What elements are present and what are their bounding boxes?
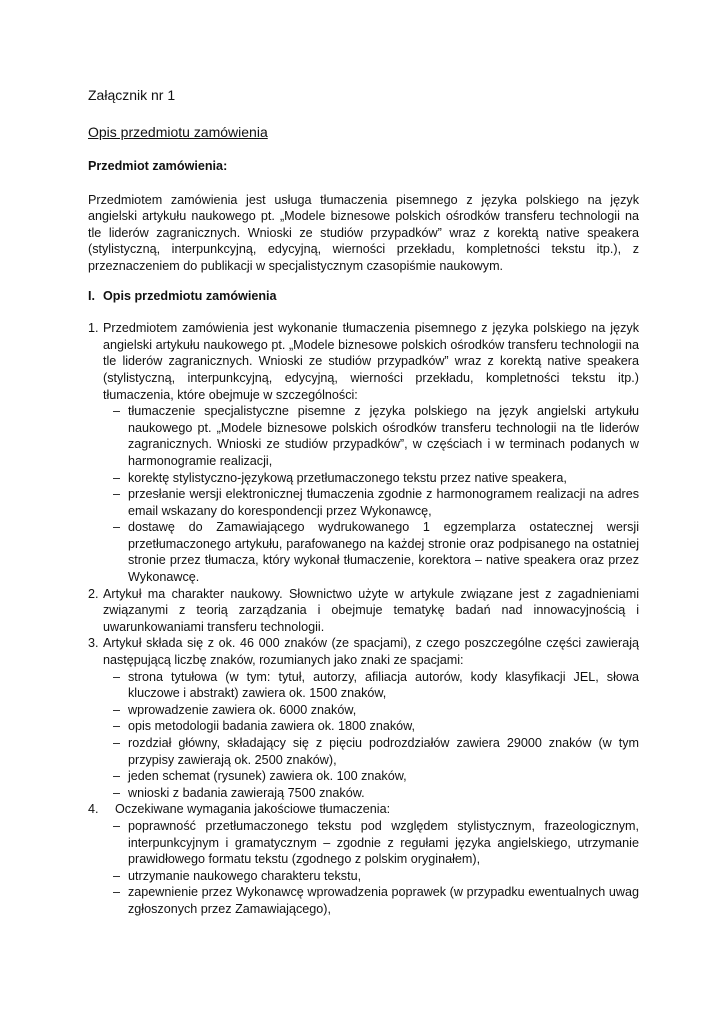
- item-text: Artykuł ma charakter naukowy. Słownictwo użyte w artykule związane jest z zagadnieniami związanymi z teorią zarządzania i obejmuje tematykę badań nad innowacyjnością i uwarunkowaniami transferu technologii.: [103, 586, 639, 634]
- sub-item-text: wprowadzenie zawiera ok. 6000 znaków,: [128, 702, 357, 717]
- sub-item-text: jeden schemat (rysunek) zawiera ok. 100 znaków,: [128, 769, 407, 784]
- sub-item-text: zapewnienie przez Wykonawcę wprowadzenia poprawek (w przypadku ewentualnych uwag zgłoszonych przez Zamawiającego),: [128, 885, 639, 916]
- dash-bullet: –: [113, 785, 121, 800]
- dash-bullet: –: [113, 885, 121, 900]
- sub-item-text: rozdział główny, składający się z pięciu podrozdziałów zawiera 29000 znaków (w tym przypisy zawierają ok. 2500 znaków),: [128, 736, 639, 767]
- sub-list-item: [103, 702, 639, 719]
- sub-list-item: [103, 785, 639, 802]
- sub-list: [103, 818, 639, 918]
- sub-list-item: [103, 470, 639, 487]
- item-number: 3.: [88, 636, 99, 651]
- item-text: Przedmiotem zamówienia jest wykonanie tłumaczenia pisemnego z języka polskiego na język angielski artykułu naukowego pt. „Modele biznesowe polskich ośrodków transferu technologii na tle liderów zagranicznych. Wnioski ze studiów przypadków” wraz z korektą native speakera (stylistyczną, interpunkcyjną, edycyjną, wierności przekładu, kompletności tekstu itp.) tłumaczenia, które obejmuje w szczególności:: [103, 321, 639, 402]
- dash-bullet: –: [113, 487, 121, 502]
- sub-list: [103, 403, 639, 586]
- item-number: 4.: [88, 802, 99, 817]
- dash-bullet: –: [113, 669, 121, 684]
- sub-list-item: [103, 818, 639, 868]
- sub-list-item: [103, 735, 639, 768]
- item-text: Artykuł składa się z ok. 46 000 znaków (ze spacjami), z czego poszczególne części zawierają następującą liczbę znaków, rozumianych jako znaki ze spacjami:: [103, 636, 639, 668]
- sub-item-text: utrzymanie naukowego charakteru tekstu,: [128, 868, 362, 883]
- item-number: 2.: [88, 586, 99, 601]
- dash-bullet: –: [113, 404, 121, 419]
- list-item: [88, 586, 639, 636]
- dash-bullet: –: [113, 868, 121, 883]
- sub-item-text: strona tytułowa (w tym: tytuł, autorzy, afiliacja autorów, kody klasyfikacji JEL, słowa kluczowe i abstrakt) zawiera ok. 1500 znaków,: [128, 669, 639, 701]
- dash-bullet: –: [113, 818, 121, 833]
- sub-list: [103, 669, 639, 802]
- sub-list-item: [103, 718, 639, 735]
- item-text: Oczekiwane wymagania jakościowe tłumaczenia:: [115, 802, 391, 817]
- list-item: [88, 635, 639, 801]
- dash-bullet: –: [113, 520, 121, 535]
- dash-bullet: –: [113, 736, 121, 750]
- dash-bullet: –: [113, 719, 121, 734]
- sub-list-item: [103, 884, 639, 917]
- list-item: [88, 801, 639, 917]
- requirements-list: [88, 320, 639, 917]
- sub-item-text: wnioski z badania zawierają 7500 znaków.: [128, 785, 365, 800]
- dash-bullet: –: [113, 769, 121, 784]
- section-1-heading: [88, 288, 639, 305]
- subject-paragraph: Przedmiotem zamówienia jest usługa tłumaczenia pisemnego z języka polskiego na język angielski artykułu naukowego pt. „Modele biznesowe polskich ośrodków transferu technologii na tle liderów zagranicznych. Wnioski ze studiów przypadków” wraz z korektą native speakera (stylistyczną, interpunkcyjną, edycyjną, wierności przekładu, kompletności tekstu itp.), z przeznaczeniem do publikacji w specjalistycznym czasopiśmie naukowym.: [88, 192, 639, 273]
- sub-list-item: [103, 403, 639, 469]
- subject-heading: Przedmiot zamówienia:: [88, 159, 228, 173]
- document-title: Opis przedmiotu zamówienia: [88, 124, 268, 140]
- sub-list-item: [103, 669, 639, 702]
- sub-item-text: poprawność przetłumaczonego tekstu pod względem stylistycznym, frazeologicznym, interpunkcyjnym i gramatycznym – zgodnie z regułami języka angielskiego, utrzymanie prawidłowego formatu tekstu (zgodnego z polskim oryginałem),: [128, 818, 639, 867]
- section-1-title: Opis przedmiotu zamówienia: [103, 288, 277, 303]
- sub-item-text: opis metodologii badania zawiera ok. 1800 znaków,: [128, 719, 416, 734]
- dash-bullet: –: [113, 702, 121, 717]
- sub-list-item: [103, 519, 639, 585]
- dash-bullet: –: [113, 470, 121, 485]
- sub-list-item: [103, 486, 639, 519]
- document-page: [88, 86, 639, 918]
- sub-item-text: korektę stylistyczno-językową przetłumaczonego tekstu przez native speakera,: [128, 470, 567, 485]
- item-number: 1.: [88, 321, 99, 336]
- annex-title: Załącznik nr 1: [88, 87, 176, 103]
- sub-item-text: tłumaczenie specjalistyczne pisemne z języka polskiego na język angielski artykułu naukowego pt. „Modele biznesowe polskich ośrodków transferu technologii na tle liderów zagranicznych. Wnioski ze studiów przypadków”, w częściach i w terminach podanych w harmonogramie realizacji,: [128, 404, 639, 468]
- sub-item-text: dostawę do Zamawiającego wydrukowanego 1 egzemplarza ostatecznej wersji przetłumaczonego artykułu, parafowanego na każdej stronie oraz podpisanego na ostatniej stronie przez tłumacza, który wykonał tłumaczenie, korektora – native speakera oraz przez Wykonawcę.: [128, 520, 639, 585]
- sub-list-item: [103, 768, 639, 785]
- sub-item-text: przesłanie wersji elektronicznej tłumaczenia zgodnie z harmonogramem realizacji na adres email wskazany do korespondencji przez Wykonawcę,: [128, 487, 639, 518]
- section-1-number: I.: [88, 288, 95, 303]
- sub-list-item: [103, 868, 639, 885]
- list-item: [88, 320, 639, 586]
